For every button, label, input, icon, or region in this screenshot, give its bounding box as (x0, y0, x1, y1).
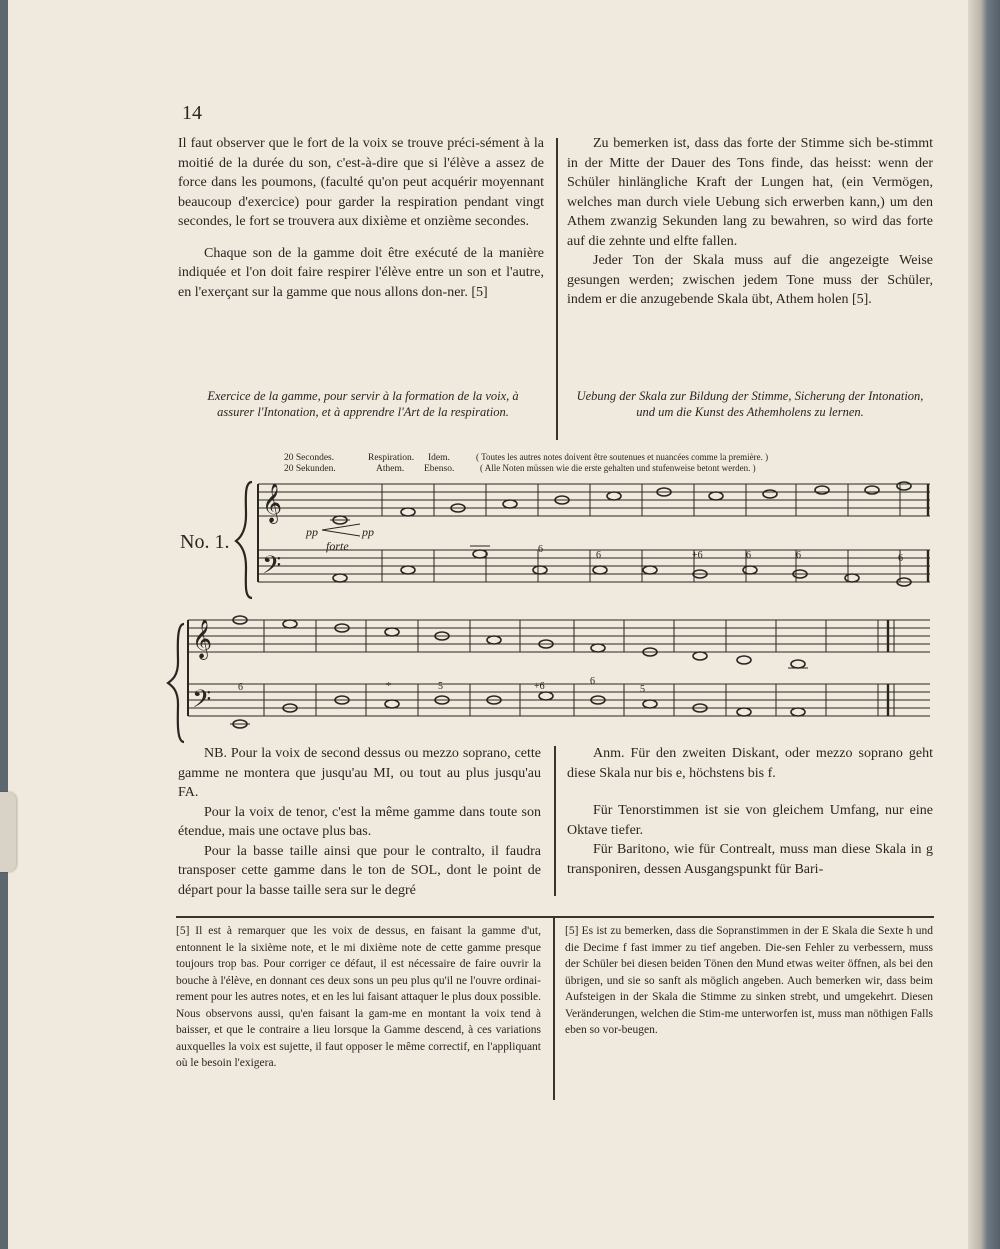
nb-para-1: NB. Pour la voix de second dessus ou mezzo soprano, cette gamme ne montera que jusqu'au MI, ou tout au plus jusqu'au FA. (178, 746, 541, 800)
whole-note (643, 700, 657, 708)
whole-note (743, 566, 757, 574)
figure-r1-5: 6 (796, 550, 801, 561)
whole-note (401, 566, 415, 574)
treble-clef-icon-2: 𝄞 (192, 621, 213, 658)
whole-note (709, 492, 723, 500)
figure-r1-1: 6 (538, 544, 543, 555)
treble-clef-icon: 𝄞 (262, 485, 283, 522)
anm-para-3: Für Baritono, wie für Contrealt, muss man diese Skala in g transponiren, dessen Ausgangspunkt für Bari- (567, 842, 933, 877)
whole-note (737, 656, 751, 664)
whole-note (643, 566, 657, 574)
nb-para-2: Pour la voix de tenor, c'est la même gamme dans toute son étendue, mais une octave plus bas. (178, 804, 541, 839)
figure-r2-6: 5 (640, 684, 645, 695)
whole-note (791, 660, 805, 668)
whole-note (737, 708, 751, 716)
whole-note (791, 708, 805, 716)
whole-note (763, 490, 777, 498)
figure-r1-6: 6 (898, 553, 903, 564)
dynamic-pp-left: pp (306, 525, 318, 539)
exercise-title-fr: Exercice de la gamme, pour servir à la formation de la voix, à assurer l'Intonation, et à apprendre l'Art de la respiration. (207, 389, 519, 419)
right-para-2: Jeder Ton der Skala muss auf die angezeigte Weise gesungen werden; zwischen jedem Tone muss der Schüler, indem er die anzugebende Skala übt, Athem holen [5]. (567, 253, 933, 307)
crescendo-hairpin (322, 524, 360, 536)
whole-note (401, 508, 415, 516)
left-para-1: Il faut observer que le fort de la voix se trouve préci-sément à la moitié de la durée du son, c'est-à-dire que si l'élève a assez de force dans les poumons, (faculté qu'on peut acquérir moyennant beaucoup d'exercice) pour garder la respiration pendant vingt secondes, le fort se trouvera aux dixième et onzième secondes. (178, 136, 544, 229)
anm-para-1: Anm. Für den zweiten Diskant, oder mezzo soprano geht diese Skala nur bis e, höchstens bis f. (567, 746, 933, 781)
whole-note (487, 636, 501, 644)
whole-note (539, 692, 553, 700)
whole-note (897, 482, 911, 490)
whole-note (385, 700, 399, 708)
nb-para-3: Pour la basse taille ainsi que pour le contralto, il faudra transposer cette gamme dans le ton de SOL, dont le point de départ pour la basse taille sera sur le degré (178, 843, 541, 898)
footnote-divider (553, 918, 555, 1100)
notes (230, 482, 911, 728)
dynamic-forte: forte (326, 539, 349, 553)
left-para-2: Chaque son de la gamme doit être exécuté de la manière indiquée et l'on doit faire respirer l'élève entre un son et l'autre, en l'exerçant sur la gamme que nous allons don-ner. [5] (178, 245, 544, 300)
whole-note (693, 652, 707, 660)
whole-note (283, 620, 297, 628)
figure-r1-4: 6 (746, 550, 751, 561)
whole-note (503, 500, 517, 508)
exercise-title-de: Uebung der Skala zur Bildung der Stimme, Sicherung der Intonation, und um die Kunst des Athemholens zu lernen. (576, 389, 924, 419)
footnote-fr: [5] Il est à remarquer que les voix de dessus, en faisant la gamme d'ut, entonnent le la sixième note, et le mi dixième note de cette gamme presque toujours trop bas. Pour corriger ce défaut, il est nécessaire de faire ouvrir la bouche à l'élève, en donnant ces deux sons un peu plus qu'il ne l'ouvre ordinai-rement pour les autres notes, et en les lui faisant attaquer le plus doux possible. Nous observons aussi, qu'en faisant la gam-me en montant la voix tend à baisser, et que le contraire a lieu lorsque la Gamme descend, à ces variations auxquelles la voix est sujette, il faut opposer le même correctif, en l'appliquant où le besoin l'exigera. (176, 925, 541, 1069)
footnote-de: [5] Es ist zu bemerken, dass die Sopranstimmen in der E Skala die Sexte h und die Decime f fast immer zu tief angeben. Die-sen Fehler zu verbessern, muss der Schüler bei diesen beiden Tönen den Mund etwas weiter öffnen, als bei den übrigen, und sie so sanft als möglich angeben. Auch bemerken wir, dass beim Aufsteigen in der Skala die Stimme zu sinken strebt, und umgekehrt. Diesen Veränderungen, welchen die Stim-me unterworfen ist, muss man nöthigen Falls eben so vor-beugen. (565, 925, 933, 1036)
figure-r2-5: 6 (590, 676, 595, 687)
header-note-de: ( Alle Noten müssen wie die erste gehalten und stufenweise betont werden. ) (480, 463, 756, 473)
music-header (284, 452, 768, 474)
header-note-fr: ( Toutes les autres notes doivent être soutenues et nuancées comme la première. ) (476, 452, 769, 462)
whole-note (473, 550, 487, 558)
staves (188, 484, 930, 719)
figure-r2-2: * (386, 681, 391, 692)
header-de-3: Ebenso. (424, 464, 455, 474)
column-divider-bottom (554, 746, 556, 896)
header-fr-2: Respiration. (368, 453, 415, 463)
page-number: 14 (182, 102, 202, 124)
whole-note (815, 486, 829, 494)
figure-r1-2: 6 (596, 550, 601, 561)
whole-note (333, 574, 347, 582)
whole-note (845, 574, 859, 582)
figure-r2-4: +6 (534, 681, 545, 692)
bass-clef-icon-2: 𝄢 (192, 686, 212, 719)
figure-r1-3: +6 (692, 550, 703, 561)
system-brace-2 (168, 624, 184, 742)
right-para-1: Zu bemerken ist, dass das forte der Stimme sich be-stimmt in der Mitte der Dauer des Tons finde, das heisst: wenn der Schüler hinlängliche Kraft der Lungen hat, (ein Vermögen, welches man durch viele Uebung sich erwerben kann,) um den Athem zwanzig Sekunden lang zu bewahren, so wird das forte auf die zehnte und elfte fallen. (567, 136, 933, 249)
whole-note (533, 566, 547, 574)
figure-r2-3: 5 (438, 681, 443, 692)
header-fr-3: Idem. (428, 453, 450, 463)
bass-clef-icon: 𝄢 (262, 552, 282, 585)
dynamic-pp-right: pp (362, 525, 374, 539)
header-de-2: Athem. (376, 464, 405, 474)
whole-note (591, 644, 605, 652)
exercise-number: No. 1. (180, 531, 230, 553)
right-column-bottom (567, 744, 933, 879)
figure-r2-1: 6 (238, 682, 243, 693)
anm-para-2: Für Tenorstimmen ist sie von gleichem Umfang, nur eine Oktave tiefer. (567, 803, 933, 838)
header-de-1: 20 Sekunden. (284, 464, 336, 474)
whole-note (593, 566, 607, 574)
left-column-bottom (178, 744, 541, 900)
whole-note (607, 492, 621, 500)
header-fr-1: 20 Secondes. (284, 453, 335, 463)
whole-note (385, 628, 399, 636)
system-brace-1 (236, 482, 252, 598)
footnote-rule (176, 916, 934, 918)
whole-note (865, 486, 879, 494)
